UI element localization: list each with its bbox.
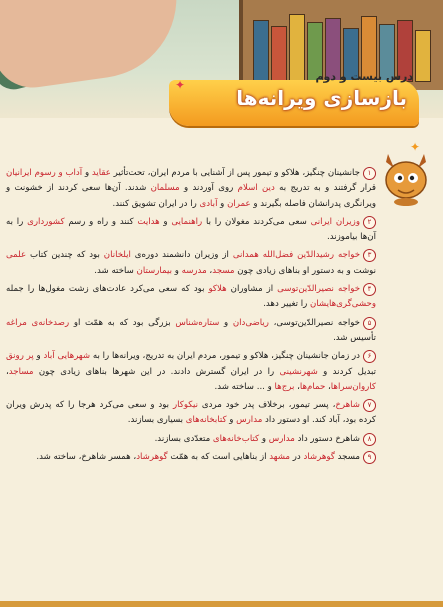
summary-text: بود که سعی می‌کرد عادت‌های زشت مغول‌ها را جمله [6,284,209,295]
summary-text: از مشاوران [226,284,278,295]
summary-text: ، [325,381,331,392]
summary-text: مسجد [334,452,360,463]
highlighted-term: دین اسلام [237,183,275,194]
summary-text: و [226,415,237,426]
star-icon: ✦ [175,78,186,92]
item-number-badge: ۵ [363,317,376,330]
highlighted-term: ایلخانان [103,250,131,261]
highlighted-term: خواجه رشیدالدّین فضل‌الله همدانی [232,250,361,261]
summary-text: در [290,452,304,463]
summary-text: بزرگی بود که به همّت او [69,317,176,328]
summary-text: را در ایران تشویق کنند. [112,198,200,209]
summary-text: ، همسر شاهرخ، ساخته شد. [36,452,137,463]
highlighted-term: آبادی [199,198,218,209]
highlighted-term: هدایت [137,216,160,227]
item-number-badge: ۶ [363,350,376,363]
highlighted-term: کتاب‌خانه‌های [212,433,260,444]
summary-item [6,450,376,465]
highlighted-term: ستاره‌شناس [175,317,220,328]
summary-text: جانشینان چنگیز، هلاکو و تیمور پس از آشنایی با مردم ایران، تحت‌تأثیر [110,168,360,178]
summary-item [6,282,376,313]
item-number-badge: ۷ [363,399,376,412]
highlighted-term: مساجد [8,366,34,377]
lesson-number: درس بیست و دوم [315,70,413,83]
highlighted-term: کتابخانه‌های [185,415,227,426]
highlighted-term: خواجه نصیرالدّین‌توسی [277,284,361,295]
highlighted-term: مدارس [236,415,263,426]
book-spine [289,14,305,82]
summary-text: و [159,216,172,227]
highlighted-term: مشهد [269,452,291,463]
summary-text: روی آوردند و [179,183,238,194]
item-number-badge: ۳ [363,249,376,262]
highlighted-term: کشورداری [27,216,65,227]
summary-text: بسیاری بسازند. [127,415,186,426]
summary-text: را به آن‌ها بیاموزند. [6,216,376,243]
summary-text: قرار گرفتند و به تدریج به [274,183,377,194]
star-icon: ✦ [410,140,421,154]
summary-text: را در ایران گسترش دادند. در این شهرها بناهای زیادی چون [33,366,280,377]
summary-text: تأسیس شد. [333,332,376,343]
highlighted-term: هلاکو [208,284,227,295]
highlighted-term: مسجد [212,265,235,276]
summary-text: ساخته شد. [94,265,137,276]
summary-item [6,432,376,447]
summary-text: متعدّدی بسازند. [154,433,213,444]
summary-text: شاهرخ دستور داد [294,433,360,444]
summary-text: و [33,351,44,362]
summary-item [6,349,376,395]
summary-text: بود که چندین کتاب [26,250,104,261]
highlighted-term: ریاضی‌دان [232,317,269,328]
summary-text: و ... ساخته شد. [214,381,275,392]
summary-text: و [217,198,228,209]
summary-text: و [171,265,182,276]
page-footer-bar [0,601,443,607]
summary-text: و [219,317,233,328]
hand-illustration [0,0,187,93]
summary-text: تبدیل کردند و [317,366,376,377]
summary-item [6,398,376,429]
item-number-badge: ۱ [363,167,376,180]
summary-text: بود و سعی می‌کرد هرجا را که پدرش ویران کرده بود، آباد کند. او دستور داد [6,400,376,426]
highlighted-term: کاروان‌سراها [330,381,376,392]
highlighted-term: مدرسه [181,265,207,276]
summary-item [6,166,376,212]
highlighted-term: پر رونق [6,351,34,362]
highlighted-term: شاهرخ [335,400,360,411]
highlighted-term: گوهرشاد [136,452,168,463]
summary-text: را تغییر دهد. [263,299,310,310]
highlighted-term: وحشی‌گری‌هایشان [310,299,376,310]
summary-text: از وزیران دانشمند دوره‌ی [130,250,233,261]
book-spine [271,26,287,82]
lesson-title: بازسازی ویرانه‌ها [236,86,407,110]
lesson-summary-list [6,166,376,602]
highlighted-term: گوهرشاد [303,452,335,463]
summary-text: ، پسر تیمور، برخلاف پدر خود مردی [198,400,336,411]
item-number-badge: ۸ [363,433,376,446]
highlighted-term: شهرهایی آباد [43,351,91,362]
summary-item [6,316,376,347]
summary-text: و [82,168,92,178]
highlighted-term: مسلمان [150,183,180,194]
summary-text: خواجه نصیرالدّین‌توسی، [268,317,360,328]
highlighted-term: مدارس [268,433,295,444]
highlighted-term: رصدخانه‌ی مراغه [6,317,70,328]
summary-item [6,215,376,246]
summary-text: در زمان جانشینان چنگیز، هلاکو و تیمور، مردم ایران به تدریج، ویرانه‌ها را به [90,351,360,362]
item-number-badge: ۲ [363,216,376,229]
highlighted-term: علمی [6,250,27,261]
summary-text: ، [6,366,9,377]
summary-text: و [259,433,269,444]
summary-text: سعی می‌کردند مغولان را با [202,216,311,227]
highlighted-term: شهرنشینی [279,366,318,377]
summary-text: ، [206,265,213,276]
item-number-badge: ۴ [363,283,376,296]
highlighted-term: آداب و رسوم ایرانیان [6,168,83,178]
summary-text: شدند. آن‌ها سعی کردند از خشونت و ویرانگری پدرانشان فاصله بگیرند و [6,183,376,209]
summary-text: از بناهایی است که به همّت [167,452,270,463]
highlighted-term: عقاید [91,168,111,178]
summary-text: کنند و راه و رسم [64,216,138,227]
summary-item [6,248,376,279]
book-spine [253,20,269,82]
summary-text: نوشت و به دستور او بناهای زیادی چون [234,265,376,276]
highlighted-term: بیمارستان [136,265,172,276]
highlighted-term: نیکوکار [172,400,199,411]
highlighted-term: وزیران ایرانی [310,216,360,227]
book-spine [415,30,431,82]
highlighted-term: عمران [227,198,251,209]
summary-text: ، [294,381,300,392]
mascot-illustration [378,150,434,208]
highlighted-term: برج‌ها [274,381,295,392]
highlighted-term: حمام‌ها [299,381,326,392]
item-number-badge: ۹ [363,451,376,464]
highlighted-term: راهنمایی [171,216,203,227]
